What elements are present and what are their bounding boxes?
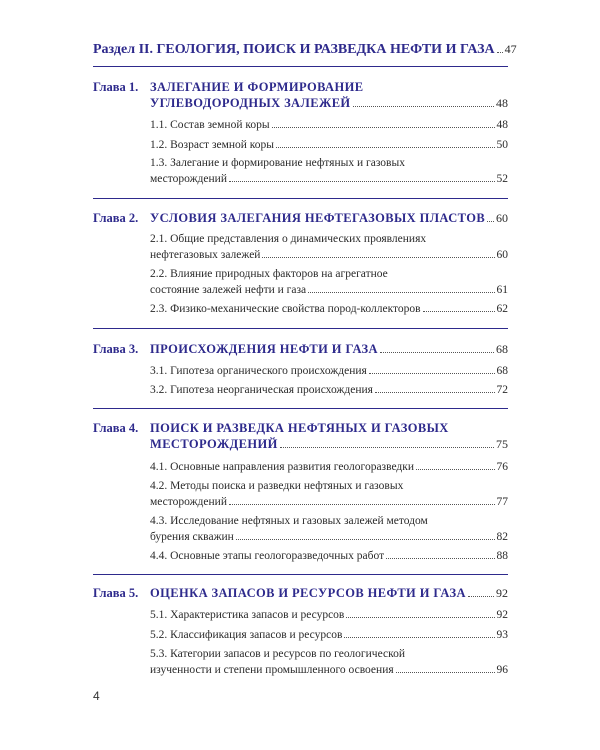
dot-leader — [386, 558, 494, 559]
toc-entry-title: месторождений — [150, 173, 227, 185]
toc-entry-page: 52 — [496, 173, 508, 185]
chapter-5-heading[interactable] — [150, 586, 508, 601]
toc-entry-1-1[interactable] — [150, 119, 508, 131]
dot-leader — [369, 373, 495, 374]
page-number: 4 — [93, 689, 100, 703]
chapter-4-page-number: 75 — [496, 437, 508, 451]
dot-leader — [346, 617, 494, 618]
toc-entry-title: 4.4. Основные этапы геологоразведочных работ — [150, 550, 385, 562]
toc-entry-page: 68 — [496, 365, 508, 377]
chapter-5-title: ОЦЕНКА ЗАПАСОВ И РЕСУРСОВ НЕФТИ И ГАЗА — [150, 586, 466, 600]
section-page-number: 47 — [504, 42, 517, 56]
divider — [93, 328, 508, 329]
chapter-1-title-line2: УГЛЕВОДОРОДНЫХ ЗАЛЕЖЕЙ — [150, 96, 351, 110]
dot-leader — [487, 221, 494, 222]
chapter-1-page-number: 48 — [496, 96, 508, 110]
toc-entry-title: изученности и степени промышленного освоения — [150, 664, 394, 676]
toc-entry-title: 1.2. Возраст земной коры — [150, 139, 275, 151]
dot-leader — [380, 352, 494, 353]
chapter-4-label: Глава 4. — [93, 421, 139, 435]
toc-entry-page: 92 — [496, 609, 508, 621]
dot-leader — [262, 257, 494, 258]
toc-entry-title: 3.1. Гипотеза органического происхождения — [150, 365, 367, 377]
toc-entry-5-2[interactable] — [150, 629, 508, 641]
chapter-5-label: Глава 5. — [93, 586, 139, 600]
dot-leader — [308, 292, 494, 293]
chapter-1-title-line1: ЗАЛЕГАНИЕ И ФОРМИРОВАНИЕ — [150, 80, 364, 94]
chapter-2-title: УСЛОВИЯ ЗАЛЕГАНИЯ НЕФТЕГАЗОВЫХ ПЛАСТОВ — [150, 211, 486, 225]
toc-entry-4-2-line1: 4.2. Методы поиска и разведки нефтяных и газовых — [150, 480, 404, 492]
chapter-3-title: ПРОИСХОЖДЕНИЯ НЕФТИ И ГАЗА — [150, 342, 378, 356]
toc-entry-3-2[interactable] — [150, 384, 508, 396]
toc-entry-page: 50 — [496, 139, 508, 151]
chapter-4-heading[interactable] — [150, 437, 508, 452]
toc-entry-page: 72 — [496, 384, 508, 396]
toc-entry-page: 61 — [496, 284, 508, 296]
toc-entry-page: 77 — [496, 496, 508, 508]
toc-entry-title: 4.1. Основные направления развития геологоразведки — [150, 461, 415, 473]
toc-entry-title: нефтегазовых залежей — [150, 249, 261, 261]
dot-leader — [416, 469, 494, 470]
toc-entry-5-1[interactable] — [150, 609, 508, 621]
divider — [93, 198, 508, 199]
toc-entry-title: бурения скважин — [150, 531, 234, 543]
section-heading[interactable] — [93, 42, 517, 58]
divider — [93, 574, 508, 575]
chapter-2-heading[interactable] — [150, 211, 508, 226]
toc-entry-page: 82 — [496, 531, 508, 543]
chapter-3-page-number: 68 — [496, 342, 508, 356]
dot-leader — [468, 596, 494, 597]
dot-leader — [423, 311, 495, 312]
section-title: Раздел II. ГЕОЛОГИЯ, ПОИСК И РАЗВЕДКА НЕФТИ И ГАЗА — [93, 42, 495, 57]
chapter-5-page-number: 92 — [496, 586, 508, 600]
toc-entry-4-3[interactable] — [150, 531, 508, 543]
toc-entry-title: 5.2. Классификация запасов и ресурсов — [150, 629, 343, 641]
divider — [93, 66, 508, 67]
dot-leader — [353, 106, 494, 107]
chapter-4-title-line2: МЕСТОРОЖДЕНИЙ — [150, 437, 278, 451]
dot-leader — [280, 447, 494, 448]
dot-leader — [375, 392, 495, 393]
toc-entry-1-3[interactable] — [150, 173, 508, 185]
dot-leader — [236, 539, 495, 540]
toc-entry-page: 93 — [496, 629, 508, 641]
toc-entry-page: 48 — [496, 119, 508, 131]
toc-entry-1-2[interactable] — [150, 139, 508, 151]
chapter-2-page-number: 60 — [496, 211, 508, 225]
chapter-1-label: Глава 1. — [93, 80, 139, 94]
toc-entry-3-1[interactable] — [150, 365, 508, 377]
toc-entry-title: 5.1. Характеристика запасов и ресурсов — [150, 609, 345, 621]
dot-leader — [229, 504, 495, 505]
dot-leader — [396, 672, 495, 673]
toc-entry-title: состояние залежей нефти и газа — [150, 284, 307, 296]
toc-entry-page: 62 — [496, 303, 508, 315]
chapter-3-label: Глава 3. — [93, 342, 139, 356]
toc-entry-2-1[interactable] — [150, 249, 508, 261]
toc-entry-title: 2.3. Физико-механические свойства пород-коллекторов — [150, 303, 421, 315]
toc-entry-page: 88 — [496, 550, 508, 562]
divider — [93, 408, 508, 409]
toc-entry-4-1[interactable] — [150, 461, 508, 473]
toc-entry-2-2[interactable] — [150, 284, 508, 296]
chapter-3-heading[interactable] — [150, 342, 508, 357]
toc-entry-1-3-line1: 1.3. Залегание и формирование нефтяных и газовых — [150, 157, 405, 169]
chapter-1-heading[interactable] — [150, 96, 508, 111]
dot-leader — [272, 127, 495, 128]
toc-entry-page: 60 — [496, 249, 508, 261]
toc-entry-2-2-line1: 2.2. Влияние природных факторов на агрегатное — [150, 268, 388, 280]
toc-entry-4-2[interactable] — [150, 496, 508, 508]
toc-entry-4-4[interactable] — [150, 550, 508, 562]
chapter-4-title-line1: ПОИСК И РАЗВЕДКА НЕФТЯНЫХ И ГАЗОВЫХ — [150, 421, 449, 435]
dot-leader — [229, 181, 495, 182]
toc-entry-page: 76 — [496, 461, 508, 473]
toc-entry-page: 96 — [496, 664, 508, 676]
dot-leader — [276, 147, 494, 148]
toc-entry-2-3[interactable] — [150, 303, 508, 315]
toc-entry-title: 1.1. Состав земной коры — [150, 119, 270, 131]
toc-entry-5-3[interactable] — [150, 664, 508, 676]
chapter-2-label: Глава 2. — [93, 211, 139, 225]
toc-entry-5-3-line1: 5.3. Категории запасов и ресурсов по геологической — [150, 648, 405, 660]
toc-entry-title: 3.2. Гипотеза неорганическая происхождения — [150, 384, 373, 396]
toc-entry-2-1-line1: 2.1. Общие представления о динамических проявлениях — [150, 233, 427, 245]
toc-entry-title: месторождений — [150, 496, 227, 508]
toc-entry-4-3-line1: 4.3. Исследование нефтяных и газовых залежей методом — [150, 515, 428, 527]
dot-leader — [497, 52, 503, 53]
dot-leader — [344, 637, 494, 638]
